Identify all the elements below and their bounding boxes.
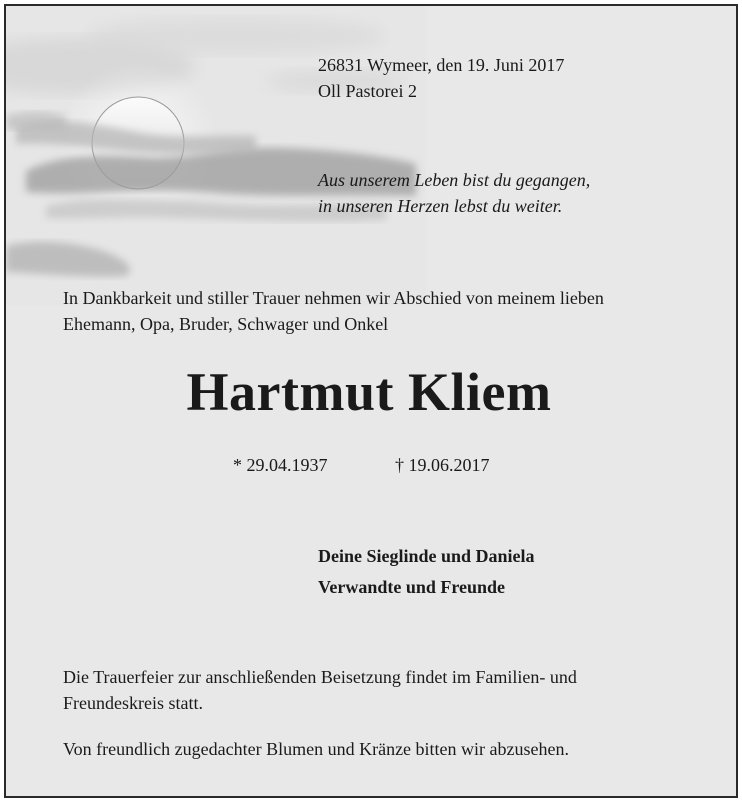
- place-and-date: [318, 52, 564, 104]
- moon-clouds-illustration: [6, 6, 426, 306]
- mourners-line-2: Verwandte und Freunde: [318, 577, 506, 597]
- funeral-notice-line-1: Die Trauerfeier zur anschließenden Beisetzung findet im Familien- und: [63, 667, 577, 687]
- place-date-line: 26831 Wymeer, den 19. Juni 2017: [318, 55, 565, 75]
- intro-text: [63, 285, 703, 337]
- flowers-notice: Von freundlich zugedachter Blumen und Kränze bitten wir abzusehen.: [63, 739, 569, 759]
- mourners-line-1: Deine Sieglinde und Daniela: [318, 546, 535, 566]
- birth-date: * 29.04.1937: [233, 455, 328, 475]
- address-line: Oll Pastorei 2: [318, 81, 417, 101]
- funeral-notice-line-2: Freundeskreis statt.: [63, 693, 203, 713]
- deceased-name: Hartmut Kliem: [186, 362, 552, 422]
- motto-line-2: in unseren Herzen lebst du weiter.: [318, 196, 563, 216]
- obituary-notice: [4, 4, 738, 798]
- memorial-motto: [318, 167, 590, 219]
- motto-line-1: Aus unserem Leben bist du gegangen,: [318, 170, 591, 190]
- intro-line-1: In Dankbarkeit und stiller Trauer nehmen wir Abschied von meinem lieben: [63, 288, 604, 308]
- death-date: † 19.06.2017: [395, 455, 490, 475]
- funeral-notice: [63, 664, 693, 716]
- intro-line-2: Ehemann, Opa, Bruder, Schwager und Onkel: [63, 314, 389, 334]
- mourners-list: [318, 541, 535, 603]
